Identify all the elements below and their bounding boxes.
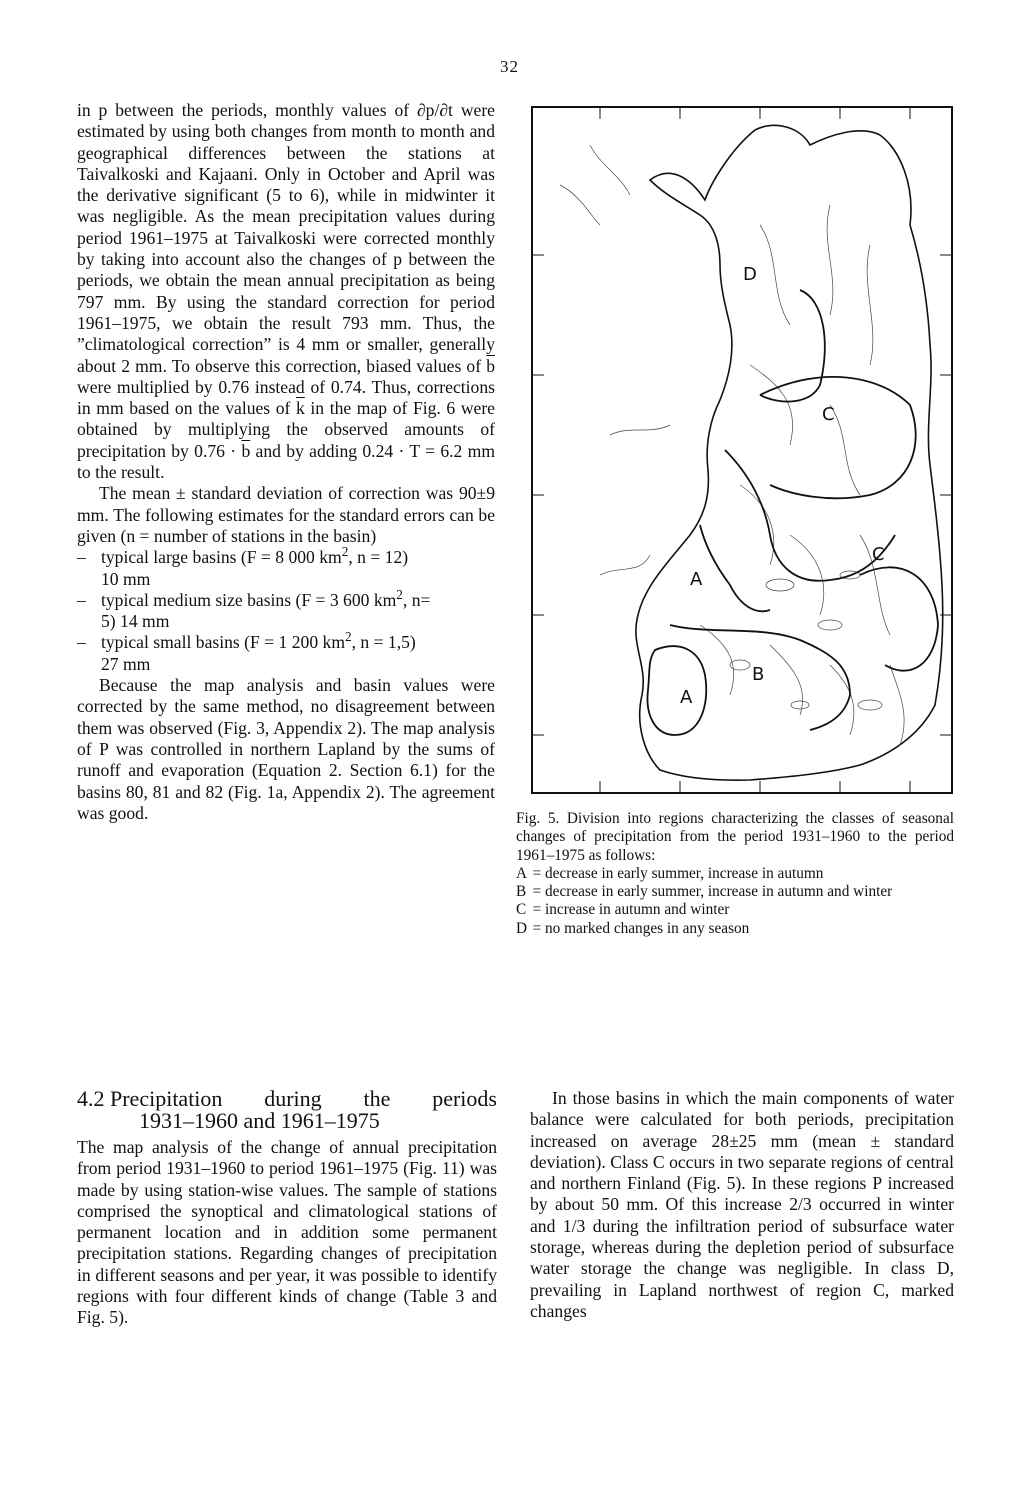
- legend-equals: =: [532, 864, 542, 882]
- legend-row-b: [516, 883, 954, 901]
- legend-text: decrease in early summer, increase in autumn and winter: [545, 883, 893, 901]
- page-number: 32: [500, 57, 519, 76]
- section-title-word: during: [264, 1086, 322, 1111]
- paragraph-correction-part4: and by adding 0.24 · T = 6.2 mm to the result.: [77, 440, 496, 483]
- legend-equals: =: [532, 901, 542, 919]
- paragraph-correction-part3: in the map of Fig. 6 were obtained by multiplying the observed amounts of precipitation by 0.76 ·: [77, 398, 495, 461]
- legend-text: increase in autumn and winter: [545, 901, 730, 919]
- paragraph-map-analysis: The map analysis of the change of annual precipitation from period 1931–1960 to period 1961–1975 (Fig. 11) was made by using station-wise values. The sample of stations comprised the synoptical and climatological stations of permanent location and in addition some permanent precipitation stations. Regarding changes of precipitation in different seasons and per year, it was possible to identify regions with four different kinds of change (Table 3 and Fig. 5).: [77, 1137, 497, 1328]
- list-item-value: 10 mm: [101, 568, 151, 589]
- section-right-text: [530, 1088, 954, 1322]
- list-dash: –: [77, 589, 86, 610]
- list-item-small-basins: [77, 629, 495, 675]
- list-item-text: , n = 1,5): [351, 632, 416, 653]
- region-label-a-central: A: [690, 569, 703, 590]
- superscript: 2: [345, 629, 352, 645]
- section-heading-line-1: [77, 1088, 497, 1110]
- list-dash: –: [77, 547, 86, 568]
- legend-row-c: [516, 901, 954, 919]
- legend-text: decrease in early summer, increase in autumn: [545, 864, 824, 882]
- legend-key: D: [516, 919, 528, 937]
- legend-row-d: [516, 920, 954, 938]
- region-label-c-north: C: [822, 404, 835, 425]
- list-item-large-basins: [77, 544, 495, 590]
- figure-5-map: [530, 105, 954, 795]
- legend-row-a: [516, 865, 954, 883]
- section-heading: [77, 1088, 497, 1132]
- symbol-b-bar: $\overline{b}$: [486, 355, 495, 376]
- region-label-c-east: C: [872, 544, 885, 565]
- region-label-a-south: A: [680, 687, 693, 708]
- finland-region-map: [530, 105, 954, 795]
- region-label-d: D: [743, 264, 757, 285]
- map-frame: [532, 107, 952, 793]
- list-item-text: , n=: [402, 589, 431, 610]
- region-label-b: B: [752, 664, 765, 685]
- section-number-and-title-word: [77, 1088, 222, 1110]
- paragraph-agreement: Because the map analysis and basin values were corrected by the same method, no disagreement between them was observed (Fig. 3, Appendix 2). The map analysis of P was controlled in northern Lapland by the sums of runoff and evaporation (Equation 2. Section 6.1) for the basins 80, 81 and 82 (Fig. 1a, Appendix 2). The agreement was good.: [77, 675, 495, 823]
- list-dash: –: [77, 632, 86, 653]
- legend-text: no marked changes in any season: [545, 919, 750, 937]
- caption-title: Fig. 5. Division into regions characterizing the classes of seasonal changes of precipitation from the period 1931–1960 to the period 1961–1975 as follows:: [516, 810, 954, 864]
- legend-key: A: [516, 864, 528, 882]
- superscript: 2: [396, 586, 403, 602]
- superscript: 2: [341, 544, 349, 560]
- section-number: 4.2: [77, 1086, 105, 1111]
- paragraph-standard-errors: The mean ± standard deviation of correction was 90±9 mm. The following estimates for the standard errors can be given (n = number of stations in the basin): [77, 483, 495, 546]
- list-item-value: 5) 14 mm: [101, 611, 170, 632]
- paragraph-correction-part1: in p between the periods, monthly values of ∂p/∂t were estimated by using both changes from month to month and geographical differences between the stations at Taivalkoski and Kajaani. Only in October and April was the derivative significant (5 to 6), while in midwinter it was negligible. As the mean precipitation values during period 1961–1975 at Taivalkoski were corrected monthly by taking into account also the changes of p between the periods, we obtain the mean annual precipitation as being 797 mm. By using the standard correction for period 1961–1975, we obtain the result 793 mm. Thus, the ”climatological correction” is 4 mm or smaller, generally about 2 mm. To observe this correction, biased values of: [77, 100, 495, 376]
- paragraph-water-balance: In those basins in which the main components of water balance were calculated for both periods, precipitation increased on average 28±25 mm (mean ± standard deviation). Class C occurs in two separate regions of central and northern Finland (Fig. 5). In these regions P increased by about 50 mm. Of this increase 2/3 occurred in winter and 1/3 during the infiltration period of subsurface water storage, whereas during the depletion period of subsurface water storage the change was negligible. In class D, prevailing in Lapland northwest of region C, marked changes: [530, 1088, 954, 1321]
- legend-equals: =: [532, 919, 542, 937]
- list-item-text: typical large basins (F = 8 000 km: [101, 547, 342, 568]
- figure-5-caption: [516, 810, 954, 938]
- symbol-b-bar-2: $\overline{b}$: [241, 440, 251, 461]
- legend-key: B: [516, 883, 527, 901]
- list-item-medium-basins: [77, 586, 495, 633]
- section-heading-line-2: 1931–1960 and 1961–1975: [139, 1108, 380, 1133]
- section-left-text: [77, 1137, 497, 1329]
- legend-equals: =: [532, 883, 542, 901]
- list-item-text: typical medium size basins (F = 3 600 km: [101, 589, 397, 610]
- symbol-k-bar: $\overline{k}$: [296, 398, 305, 419]
- list-item-text: typical small basins (F = 1 200 km: [101, 632, 346, 653]
- section-title-word: periods: [432, 1086, 497, 1111]
- list-item-value: 27 mm: [101, 653, 151, 674]
- section-title-word: the: [363, 1086, 391, 1111]
- list-item-text: , n = 12): [348, 547, 409, 568]
- section-title-word: Precipitation: [110, 1086, 223, 1111]
- legend-key: C: [516, 901, 527, 919]
- paragraph-correction-part2: were multiplied by 0.76 instead of 0.74. Thus, corrections in mm based on the values of: [77, 376, 495, 419]
- left-column-text: [77, 100, 495, 824]
- paragraph-correction: [77, 100, 495, 483]
